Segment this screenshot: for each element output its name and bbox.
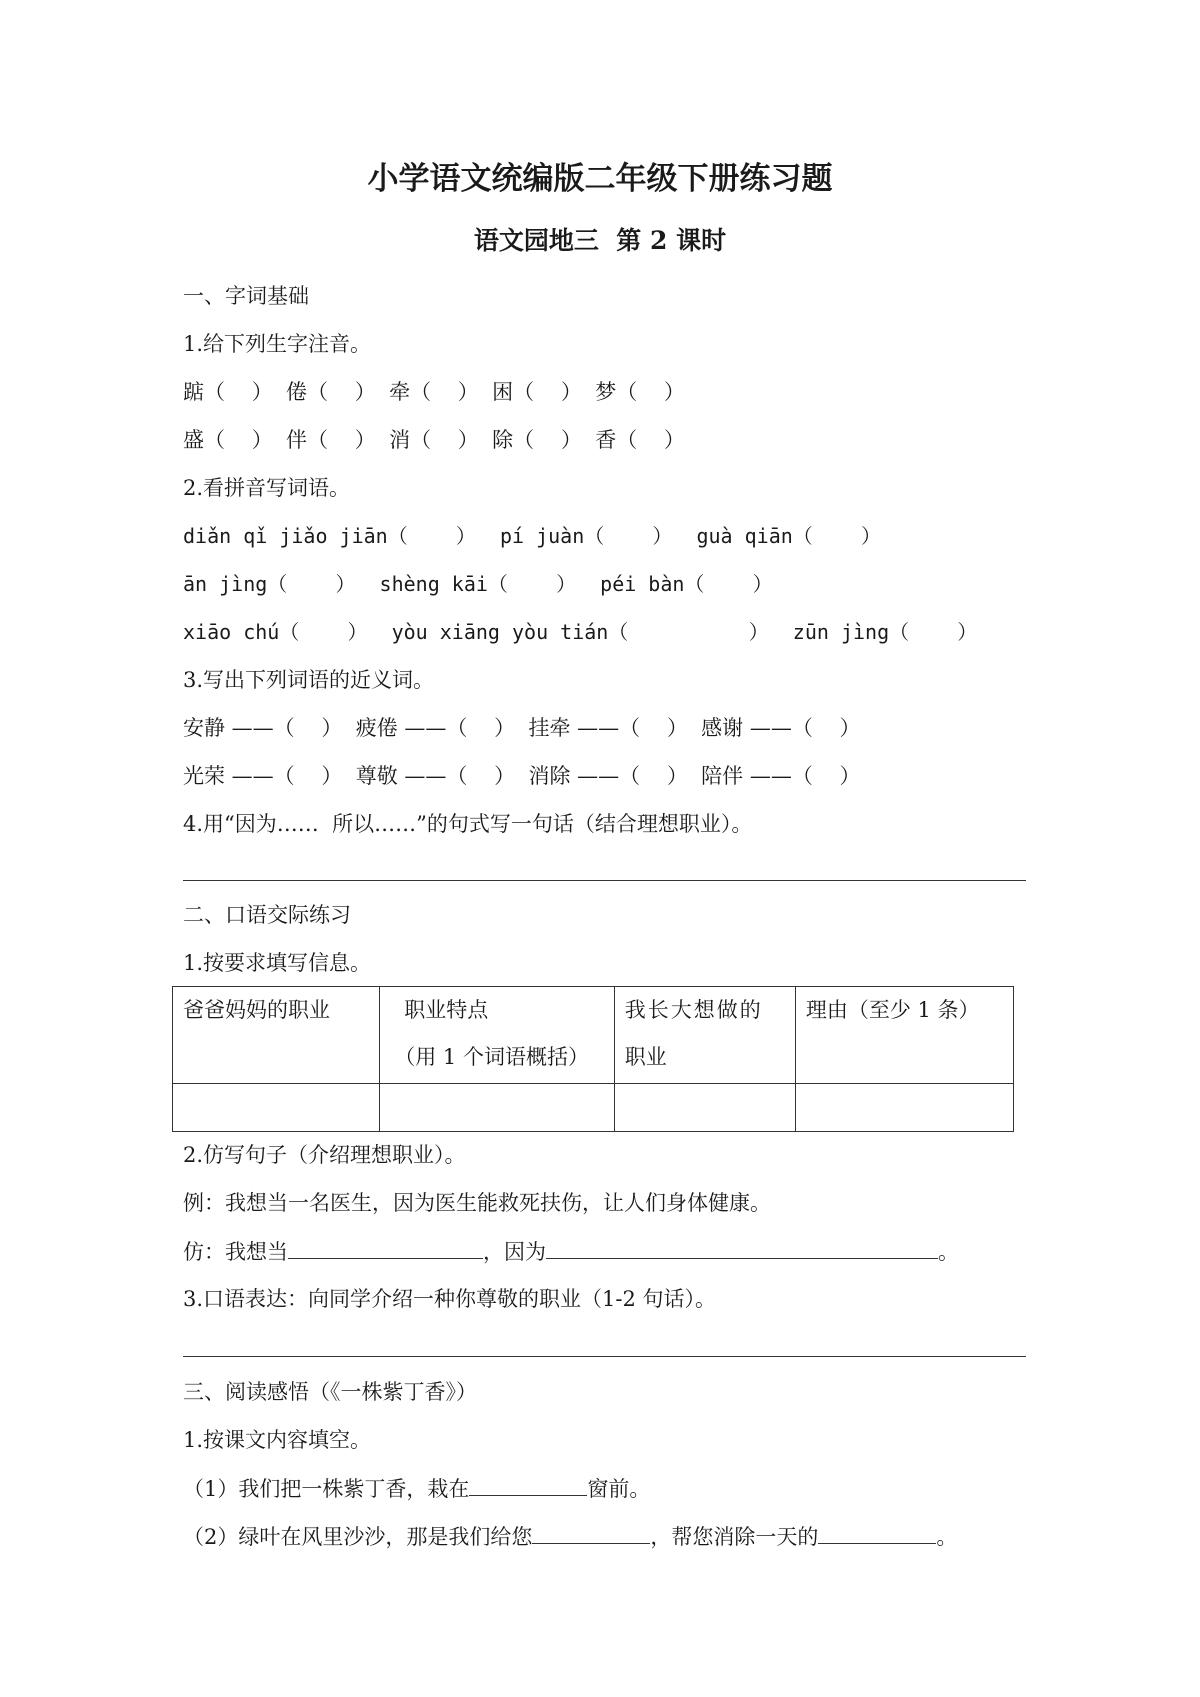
imitation-sentence: 仿：我想当 ，因为 。 (183, 1240, 959, 1264)
answer-line (183, 1356, 1026, 1357)
table-header-cell: 我长大想做的 职业 (614, 987, 795, 1084)
question-3-1-prompt: 1.按课文内容填空。 (183, 1428, 372, 1452)
section-heading-2: 二、口语交际练习 (183, 903, 351, 927)
table-header-cell: 爸爸妈妈的职业 (173, 987, 380, 1084)
fill-blank[interactable] (532, 1523, 650, 1544)
table-cell-input[interactable] (173, 1084, 380, 1132)
table-cell-input[interactable] (380, 1084, 615, 1132)
question-2-1-prompt: 1.按要求填写信息。 (183, 951, 372, 975)
pinyin-row-2: ān jìng（ ） shèng kāi（ ） péi bàn（ ） (183, 572, 773, 596)
question-2-3-prompt: 3.口语表达：向同学介绍一种你尊敬的职业（1-2 句话）。 (183, 1287, 717, 1311)
fill-blank[interactable] (469, 1475, 587, 1496)
question-1-3-prompt: 3.写出下列词语的近义词。 (183, 668, 435, 692)
career-info-table (172, 986, 1014, 1132)
page-title: 小学语文统编版二年级下册练习题 (367, 161, 833, 197)
table-row (173, 1084, 1014, 1132)
question-2-2-prompt: 2.仿写句子（介绍理想职业）。 (183, 1143, 466, 1167)
phonetic-row-2: 盛（ ） 伴（ ） 消（ ） 除（ ） 香（ ） (183, 428, 685, 452)
section-heading-1: 一、字词基础 (183, 284, 309, 308)
answer-line (183, 880, 1026, 881)
table-header-row (173, 987, 1014, 1084)
fill-item-1: （1）我们把一株紫丁香，栽在 窗前。 (183, 1477, 651, 1501)
synonym-row-2: 光荣 ——（ ） 尊敬 ——（ ） 消除 ——（ ） 陪伴 ——（ ） (183, 764, 861, 788)
question-1-4-prompt: 4.用“因为…… 所以……”的句式写一句话（结合理想职业）。 (183, 812, 753, 836)
pinyin-row-3: xiāo chú（ ） yòu xiāng yòu tián（ ） zūn jìng（ ） (183, 620, 978, 644)
fill-blank[interactable] (818, 1523, 936, 1544)
synonym-row-1: 安静 ——（ ） 疲倦 ——（ ） 挂牵 ——（ ） 感谢 ——（ ） (183, 716, 861, 740)
fill-blank[interactable] (288, 1238, 483, 1259)
phonetic-row-1: 踮（ ） 倦（ ） 牵（ ） 困（ ） 梦（ ） (183, 380, 685, 404)
page-subtitle: 语文园地三 第 2 课时 (473, 226, 727, 255)
section-heading-3: 三、阅读感悟（《一株紫丁香》） (183, 1380, 477, 1404)
table-header-cell: 职业特点 （用 1 个词语概括） (380, 987, 615, 1084)
fill-blank[interactable] (546, 1238, 938, 1259)
table-header-cell: 理由（至少 1 条） (795, 987, 1013, 1084)
table-cell-input[interactable] (614, 1084, 795, 1132)
example-sentence: 例：我想当一名医生，因为医生能救死扶伤，让人们身体健康。 (183, 1191, 771, 1215)
question-1-2-prompt: 2.看拼音写词语。 (183, 476, 351, 500)
fill-item-2: （2）绿叶在风里沙沙，那是我们给您 ，帮您消除一天的 。 (183, 1525, 958, 1549)
pinyin-row-1: diǎn qǐ jiǎo jiān（ ） pí juàn（ ） guà qiān（ ） (183, 524, 881, 548)
question-1-1-prompt: 1.给下列生字注音。 (183, 332, 372, 356)
table-cell-input[interactable] (795, 1084, 1013, 1132)
